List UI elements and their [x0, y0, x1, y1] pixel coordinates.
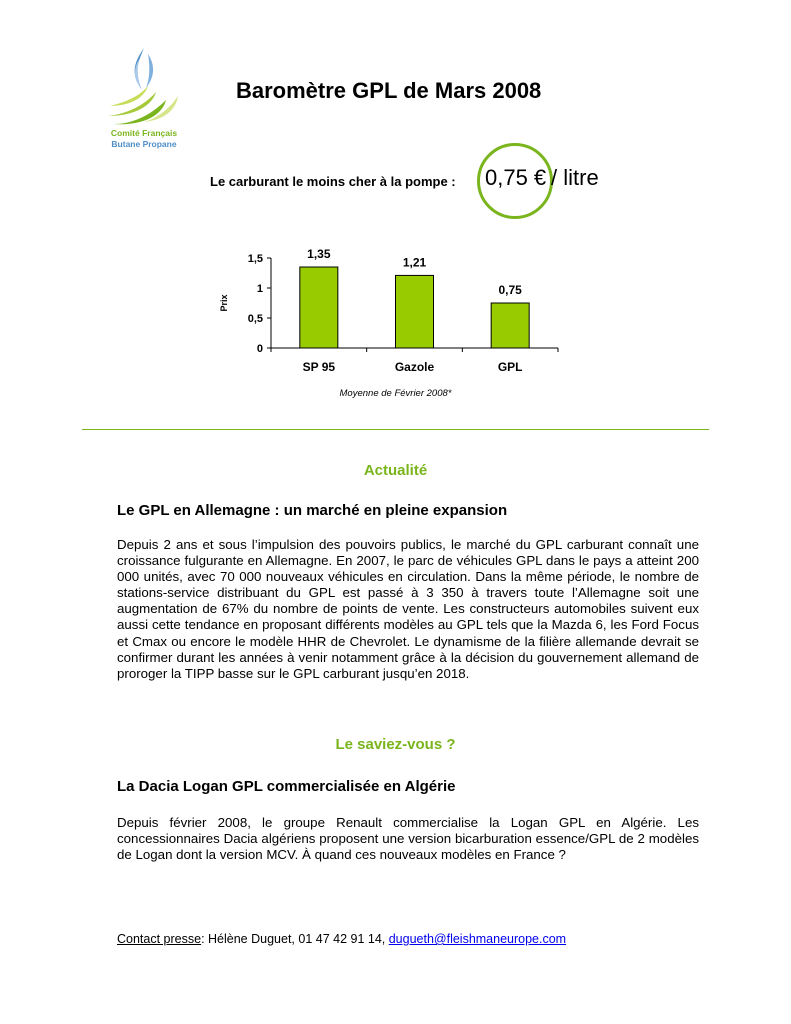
chart-bar	[491, 303, 529, 348]
cheapest-label: Le carburant le moins cher à la pompe :	[210, 174, 456, 189]
page-title: Baromètre GPL de Mars 2008	[236, 78, 542, 103]
cheapest-price: 0,75 €	[485, 165, 547, 190]
logo-text-line2: Butane Propane	[111, 139, 177, 149]
chart-bar	[300, 267, 338, 348]
cheapest-price-unit: / litre	[551, 165, 599, 190]
did-you-know-title: La Dacia Logan GPL commercialisée en Algérie	[117, 778, 456, 795]
chart-y-tick-label: 0	[256, 343, 263, 355]
price-chart-svg	[210, 235, 570, 380]
logo-text-line1: Comité Français	[110, 128, 178, 138]
news-heading: Actualité	[363, 462, 428, 479]
chart-y-tick-label: 1,5	[247, 253, 263, 265]
logo	[104, 44, 184, 154]
chart-value-label: 0,75	[498, 283, 522, 297]
contact-label: Contact presse	[117, 932, 202, 946]
chart-y-axis-label: Prix	[219, 294, 229, 312]
chart-x-tick-label: GPL	[497, 360, 523, 374]
did-you-know-body	[117, 815, 699, 863]
press-contact	[117, 932, 566, 946]
chart-y-tick-label: 0,5	[247, 313, 263, 325]
chart-value-label: 1,35	[307, 247, 331, 261]
chart-x-tick-label: SP 95	[302, 360, 336, 374]
chart-x-tick-label: Gazole	[394, 360, 435, 374]
chart-caption: Moyenne de Février 2008*	[339, 388, 452, 399]
news-article-paragraph: Depuis 2 ans et sous l’impulsion des pouvoirs publics, le marché du GPL carburant connaît une croissance fulgurante en Allemagne. En 2007, le parc de véhicules GPL dans le pays a atteint 200 000 unités, avec 70 000 nouveaux véhicules en circulation. Dans la même période, le nombre de stations-service distribuant du GPL est passé à 3 350 à travers toute l’Allemagne soit une augmentation de 67% du nombre de points de vente. Les constructeurs automobiles suivent eux aussi cette tendance en proposant différents modèles au GPL tels que la Mazda 6, les Ford Focus et Cmax ou encore le modèle HHR de Chevrolet. Le dynamisme de la filière allemande devrait se confirmer durant les années à venir notamment grâce à la décision du gouvernement allemand de proroger la TIPP basse sur le GPL carburant jusqu’en 2018.	[117, 537, 699, 681]
did-you-know-heading: Le saviez-vous ?	[335, 736, 456, 753]
news-article-title: Le GPL en Allemagne : un marché en pleine expansion	[117, 502, 508, 519]
price-chart	[210, 235, 570, 385]
chart-bar	[396, 275, 434, 348]
chart-y-tick-label: 1	[256, 283, 263, 295]
contact-details: : Hélène Duguet, 01 47 42 91 14,	[201, 932, 389, 946]
news-article-body	[117, 537, 699, 682]
logo-flame-hand-icon	[104, 44, 184, 128]
chart-value-label: 1,21	[402, 255, 427, 270]
section-divider	[82, 429, 709, 430]
did-you-know-paragraph: Depuis février 2008, le groupe Renault commercialise la Logan GPL en Algérie. Les concessionnaires Dacia algériens proposent une version bicarburation essence/GPL de 2 modèles de Logan dont la version MCV. À quand ces nouveaux modèles en France ?	[117, 815, 699, 863]
contact-email-link[interactable]: dugueth@fleishmaneurope.com	[388, 932, 567, 946]
